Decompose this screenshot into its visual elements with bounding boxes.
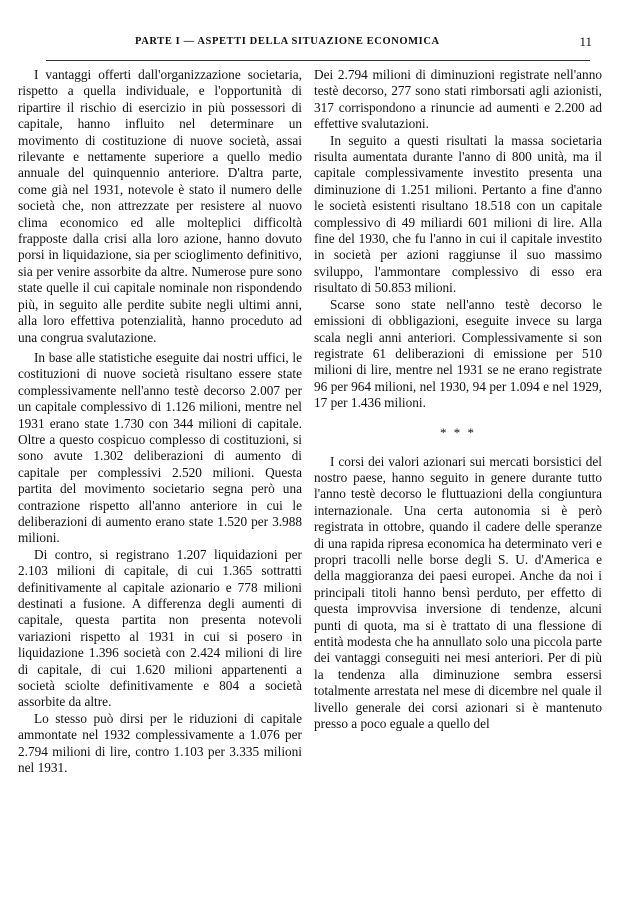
left-column bbox=[18, 67, 302, 776]
paragraph: Di contro, si registrano 1.207 liquidazioni per 2.103 milioni di capitale, di cui 1.365 sottratti definitivamente al capitale azionario e 778 milioni destinati a fusione. A differenza degli aumenti di capitale, questa partita non presenta notevoli variazioni rispetto al 1931 in cui si posero in liquidazione 1.396 società con 2.424 milioni di lire di capitale, di cui 1.620 milioni appartenenti a società sciolte definitivamente e 804 a società assorbite da altre. bbox=[18, 546, 302, 710]
paragraph: In seguito a questi risultati la massa societaria risulta aumentata durante l'anno di 800 unità, ma il capitale complessivamente investito presenta una diminuzione di 1.251 milioni. Pertanto a fine d'anno le società esistenti risultano 18.518 con un capitale complessivo di 49 miliardi 601 milioni di lire. Alla fine del 1930, che fu l'anno in cui il capitale investito in società per azioni raggiunse il suo massimo sviluppo, l'ammontare complessivo di esso era risultato di 50.853 milioni. bbox=[314, 132, 602, 296]
header-rule bbox=[46, 60, 590, 61]
page-number: 11 bbox=[579, 34, 592, 49]
running-title: PARTE I — ASPETTI DELLA SITUAZIONE ECONOMICA bbox=[135, 36, 440, 47]
paragraph: I vantaggi offerti dall'organizzazione societaria, rispetto a quella individuale, e l'opportunità di ripartire il rischio di esercizio in più possessori di capitale, hanno influito nel determinare un movimento di costituzione di nuove società, assai rilevante e nettamente superiore a quello medio annuale del quinquennio anteriore. D'altra parte, come già nel 1931, notevole è stato il numero delle società che, non attrezzate per resistere al nuovo clima economico ed alle molteplici difficoltà frapposte dalla crisi alla loro azione, hanno dovuto porsi in liquidazione, sia per scioglimento definitivo, sia per venire assorbite da altre. Numerose pure sono state quelle il cui capitale nominale non rispondendo più, in seguito alle perdite subite negli ultimi anni, alla loro effettiva potenzialità, hanno proceduto ad una congrua svalutazione. bbox=[18, 67, 302, 345]
page-header bbox=[40, 34, 590, 56]
section-separator: * * * bbox=[440, 424, 476, 440]
paragraph: I corsi dei valori azionari sui mercati borsistici del nostro paese, hanno seguito in genere durante tutto l'anno testè decorso le fluttuazioni della congiuntura internazionale. Una certa autonomia si è però registrata in ottobre, quando il cadere delle speranze di una rapida ripresa economica ha determinato veri e propri tracolli nelle borse degli S. U. d'America e della maggioranza dei paesi europei. Anche da noi i principali titoli hanno bensì perduto, per effetto di questa improvvisa inversione di tendenze, alcuni punti di quota, ma si è trattato di una flessione di entità modesta che ha annullato solo una piccola parte dei vantaggi conseguiti nei mesi anteriori. Per di più la tendenza alla diminuzione sembra essersi totalmente arrestata nel mese di dicembre nel quale il livello generale dei corsi azionari si è mantenuto presso a poco eguale a quello del bbox=[314, 453, 602, 732]
paragraph: Lo stesso può dirsi per le riduzioni di capitale ammontate nel 1932 complessivamente a 1.076 per 2.794 milioni di lire, contro 1.103 per 3.335 milioni nel 1931. bbox=[18, 710, 302, 776]
paragraph: In base alle statistiche eseguite dai nostri uffici, le costituzioni di nuove società risultano essere state complessivamente nell'anno testè decorso 2.007 per un capitale complessivo di 1.126 milioni, mentre nel 1931 erano state 1.730 con 344 milioni di capitale. Oltre a questo cospicuo complesso di costituzioni, si sono avute 1.302 deliberazioni di aumento di capitale per complessivi 2.520 milioni. Questa partita del movimento societario segna però una contrazione rispetto all'anno anteriore in cui le deliberazioni di aumento erano state 1.520 per 3.988 milioni. bbox=[18, 349, 302, 546]
right-column bbox=[314, 67, 602, 732]
paragraph: Dei 2.794 milioni di diminuzioni registrate nell'anno testè decorso, 277 sono stati rimborsati agli azionisti, 317 corrispondono a rinuncie ad aumenti e 2.200 ad effettive svalutazioni. bbox=[314, 67, 602, 132]
paragraph: Scarse sono state nell'anno testè decorso le emissioni di obbligazioni, eseguite invece su larga scala negli anni anteriori. Complessivamente si son registrate 61 deliberazioni di emissione per 510 milioni di lire, mentre nel 1931 se ne erano registrate 96 per 964 milioni, nel 1930, 94 per 1.094 e nel 1929, 17 per 1.436 milioni. bbox=[314, 296, 602, 411]
